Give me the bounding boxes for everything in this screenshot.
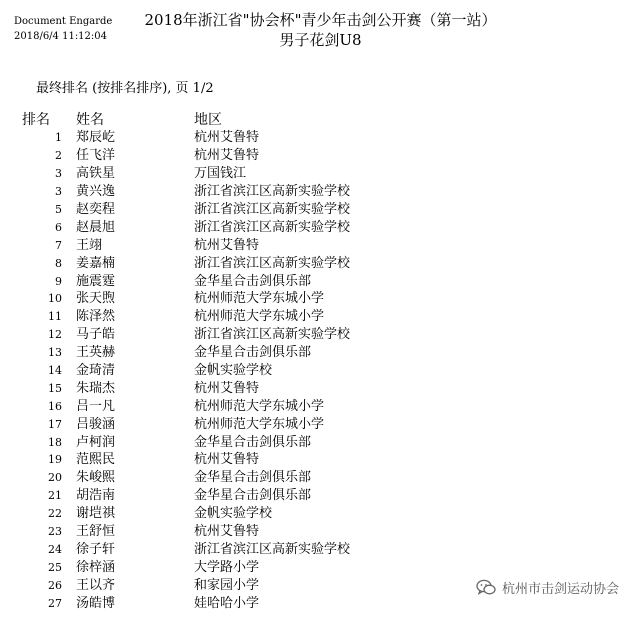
area-cell: 和家园小学 (194, 577, 260, 593)
area-cell: 浙江省滨江区高新实验学校 (194, 541, 351, 557)
name-cell: 徐子轩 (76, 541, 116, 557)
area-cell: 杭州艾鲁特 (194, 148, 260, 164)
table-row (22, 236, 494, 254)
rank-cell: 24 (48, 542, 62, 556)
area-cell: 杭州师范大学东城小学 (194, 291, 325, 307)
name-cell: 汤皓博 (76, 595, 116, 611)
name-cell: 马子皓 (76, 327, 116, 343)
column-header-rank: 排名 (22, 111, 50, 128)
table-row (22, 433, 494, 451)
watermark (476, 578, 619, 597)
name-cell: 赵奕程 (76, 202, 116, 217)
name-cell: 范熙民 (76, 452, 116, 468)
table-row (22, 290, 494, 308)
area-cell: 杭州师范大学东城小学 (194, 416, 325, 432)
rank-cell: 11 (48, 310, 62, 324)
rank-cell: 1 (55, 131, 62, 145)
name-cell: 王舒恒 (76, 524, 116, 540)
rank-cell: 10 (48, 292, 62, 306)
area-cell: 浙江省滨江区高新实验学校 (194, 255, 351, 271)
table-row (22, 540, 494, 558)
name-cell: 王以齐 (76, 577, 116, 593)
table-row (22, 344, 494, 362)
table-row (22, 523, 494, 541)
rank-cell: 19 (48, 453, 62, 467)
rank-cell: 8 (55, 256, 62, 270)
table-row (22, 397, 494, 415)
rank-cell: 22 (48, 507, 62, 521)
area-cell: 金帆实验学校 (194, 506, 273, 522)
name-cell: 张天煦 (76, 291, 116, 307)
table-row (22, 379, 494, 397)
table-row (22, 308, 494, 326)
rank-cell: 20 (48, 471, 62, 485)
area-cell: 杭州艾鲁特 (194, 130, 260, 146)
name-cell: 陈泽然 (76, 309, 116, 325)
rank-cell: 7 (55, 238, 62, 252)
table-row (22, 254, 494, 272)
table-row (22, 272, 494, 290)
name-cell: 吕骏涵 (76, 416, 116, 432)
rank-cell: 26 (48, 578, 62, 592)
name-cell: 朱瑞杰 (76, 380, 116, 396)
name-cell: 吕一凡 (76, 398, 116, 414)
table-row (22, 451, 494, 469)
table-row (22, 129, 494, 147)
area-cell: 杭州艾鲁特 (194, 524, 260, 540)
rank-cell: 18 (48, 435, 62, 449)
name-cell: 姜嘉楠 (76, 255, 116, 271)
ranking-rows (22, 129, 494, 612)
table-row (22, 505, 494, 523)
area-cell: 杭州师范大学东城小学 (194, 309, 325, 325)
rank-cell: 9 (55, 274, 62, 288)
table-header-row (22, 108, 494, 129)
rank-cell: 14 (48, 364, 62, 378)
rank-cell: 3 (55, 185, 62, 199)
print-datetime: 2018/6/4 11:12:04 (14, 31, 108, 42)
name-cell: 王英赫 (76, 345, 116, 361)
area-cell: 万国钱江 (194, 166, 247, 182)
rank-cell: 6 (55, 220, 62, 234)
rank-cell: 17 (48, 417, 62, 431)
area-cell: 杭州艾鲁特 (194, 380, 260, 396)
name-cell: 王翊 (76, 237, 103, 253)
ranking-subtitle: 最终排名 (按排名排序), 页 1/2 (36, 81, 214, 96)
area-cell: 金华星合击剑俱乐部 (194, 470, 312, 486)
rank-cell: 12 (48, 328, 62, 342)
event-category: 男子花剑U8 (279, 31, 362, 49)
table-row (22, 165, 494, 183)
wechat-icon (476, 579, 496, 596)
rank-cell: 13 (48, 346, 62, 360)
column-header-area: 地区 (194, 111, 222, 128)
area-cell: 浙江省滨江区高新实验学校 (194, 327, 351, 343)
name-cell: 郑辰屹 (76, 130, 116, 146)
table-row (22, 558, 494, 576)
area-cell: 金华星合击剑俱乐部 (194, 488, 312, 504)
area-cell: 浙江省滨江区高新实验学校 (194, 219, 351, 235)
name-cell: 施震霆 (76, 273, 116, 289)
watermark-text: 杭州市击剑运动协会 (501, 582, 619, 597)
rank-cell: 16 (48, 399, 62, 413)
area-cell: 杭州艾鲁特 (194, 452, 260, 468)
area-cell: 娃哈哈小学 (194, 595, 260, 611)
rank-cell: 21 (48, 489, 62, 503)
area-cell: 浙江省滨江区高新实验学校 (194, 184, 351, 200)
area-cell: 金华星合击剑俱乐部 (194, 434, 312, 450)
area-cell: 杭州师范大学东城小学 (194, 398, 325, 414)
rank-cell: 27 (48, 596, 62, 610)
area-cell: 金帆实验学校 (194, 363, 273, 379)
table-row (22, 183, 494, 201)
rank-cell: 25 (48, 560, 62, 574)
area-cell: 金华星合击剑俱乐部 (194, 345, 312, 361)
table-row (22, 147, 494, 165)
rank-cell: 23 (48, 525, 62, 539)
area-cell: 金华星合击剑俱乐部 (194, 273, 312, 289)
name-cell: 谢垲祺 (76, 506, 116, 522)
name-cell: 胡浩南 (76, 488, 116, 504)
name-cell: 赵晨旭 (76, 219, 116, 235)
area-cell: 浙江省滨江区高新实验学校 (194, 202, 351, 217)
software-name: Document Engarde (14, 16, 113, 27)
name-cell: 黄兴逸 (76, 184, 116, 200)
rank-cell: 15 (48, 381, 62, 395)
table-row (22, 362, 494, 380)
rank-cell: 5 (55, 203, 62, 216)
table-row (22, 218, 494, 236)
name-cell: 卢柯润 (76, 434, 116, 450)
table-row (22, 469, 494, 487)
name-cell: 高铁星 (76, 166, 116, 182)
column-header-name: 姓名 (76, 111, 104, 128)
area-cell: 大学路小学 (194, 559, 260, 575)
name-cell: 金琦清 (76, 363, 116, 379)
table-row (22, 487, 494, 505)
table-row (22, 326, 494, 344)
name-cell: 徐梓涵 (76, 559, 116, 575)
table-row (22, 594, 494, 612)
name-cell: 任飞洋 (76, 148, 116, 164)
table-row (22, 201, 494, 219)
ranking-table (22, 108, 494, 612)
area-cell: 杭州艾鲁特 (194, 237, 260, 253)
rank-cell: 2 (55, 149, 62, 163)
event-title: 2018年浙江省"协会杯"青少年击剑公开赛（第一站） (144, 11, 497, 29)
table-row (22, 576, 494, 594)
page-title (0, 10, 641, 50)
rank-cell: 3 (55, 167, 62, 181)
table-row (22, 415, 494, 433)
name-cell: 朱峻熙 (76, 470, 116, 486)
